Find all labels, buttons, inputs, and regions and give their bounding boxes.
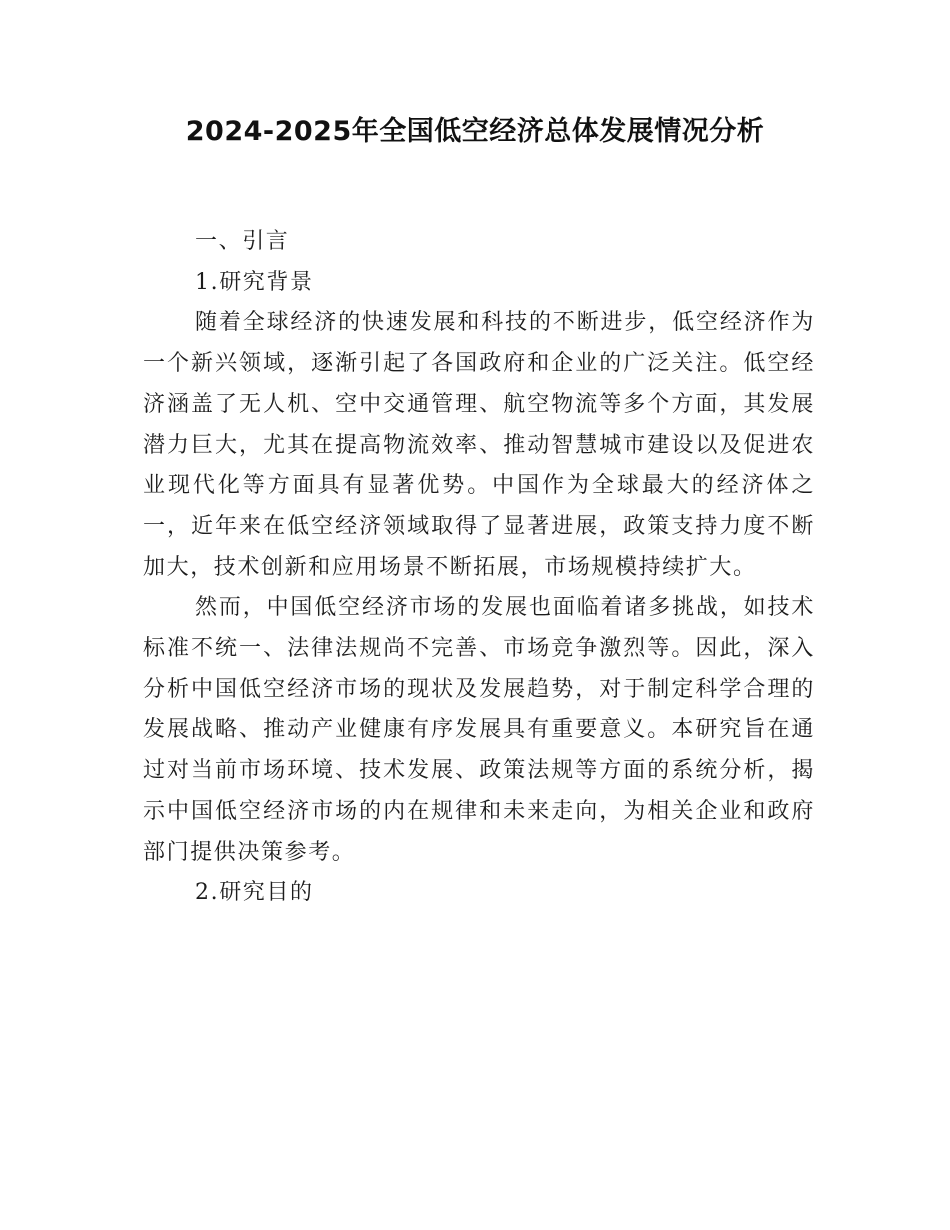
subsection-heading-research-purpose: 2.研究目的 [195, 880, 314, 906]
paragraph-challenges: 然而，中国低空经济市场的发展也面临着诸多挑战，如技术标准不统一、法律法规尚不完善、市场竞争激烈等。因此，深入分析中国低空经济市场的现状及发展趋势，对于制定科学合理的发展战略、推动产业健康有序发展具有重要意义。本研究旨在通过对当前市场环境、技术发展、政策法规等方面的系统分析，揭示中国低空经济市场的内在规律和未来走向，为相关企业和政府部门提供决策参考。 [143, 595, 815, 865]
document-title: 2024-2025年全国低空经济总体发展情况分析 [185, 116, 765, 147]
subsection-heading-research-background: 1.研究背景 [195, 269, 314, 295]
paragraph-background: 随着全球经济的快速发展和科技的不断进步，低空经济作为一个新兴领域，逐渐引起了各国政府和企业的广泛关注。低空经济涵盖了无人机、空中交通管理、航空物流等多个方面，其发展潜力巨大，尤其在提高物流效率、推动智慧城市建设以及促进农业现代化等方面具有显著优势。中国作为全球最大的经济体之一，近年来在低空经济领域取得了显著进展，政策支持力度不断加大，技术创新和应用场景不断拓展，市场规模持续扩大。 [143, 310, 815, 580]
section-heading-introduction: 一、引言 [195, 229, 290, 254]
document-body [143, 222, 815, 914]
